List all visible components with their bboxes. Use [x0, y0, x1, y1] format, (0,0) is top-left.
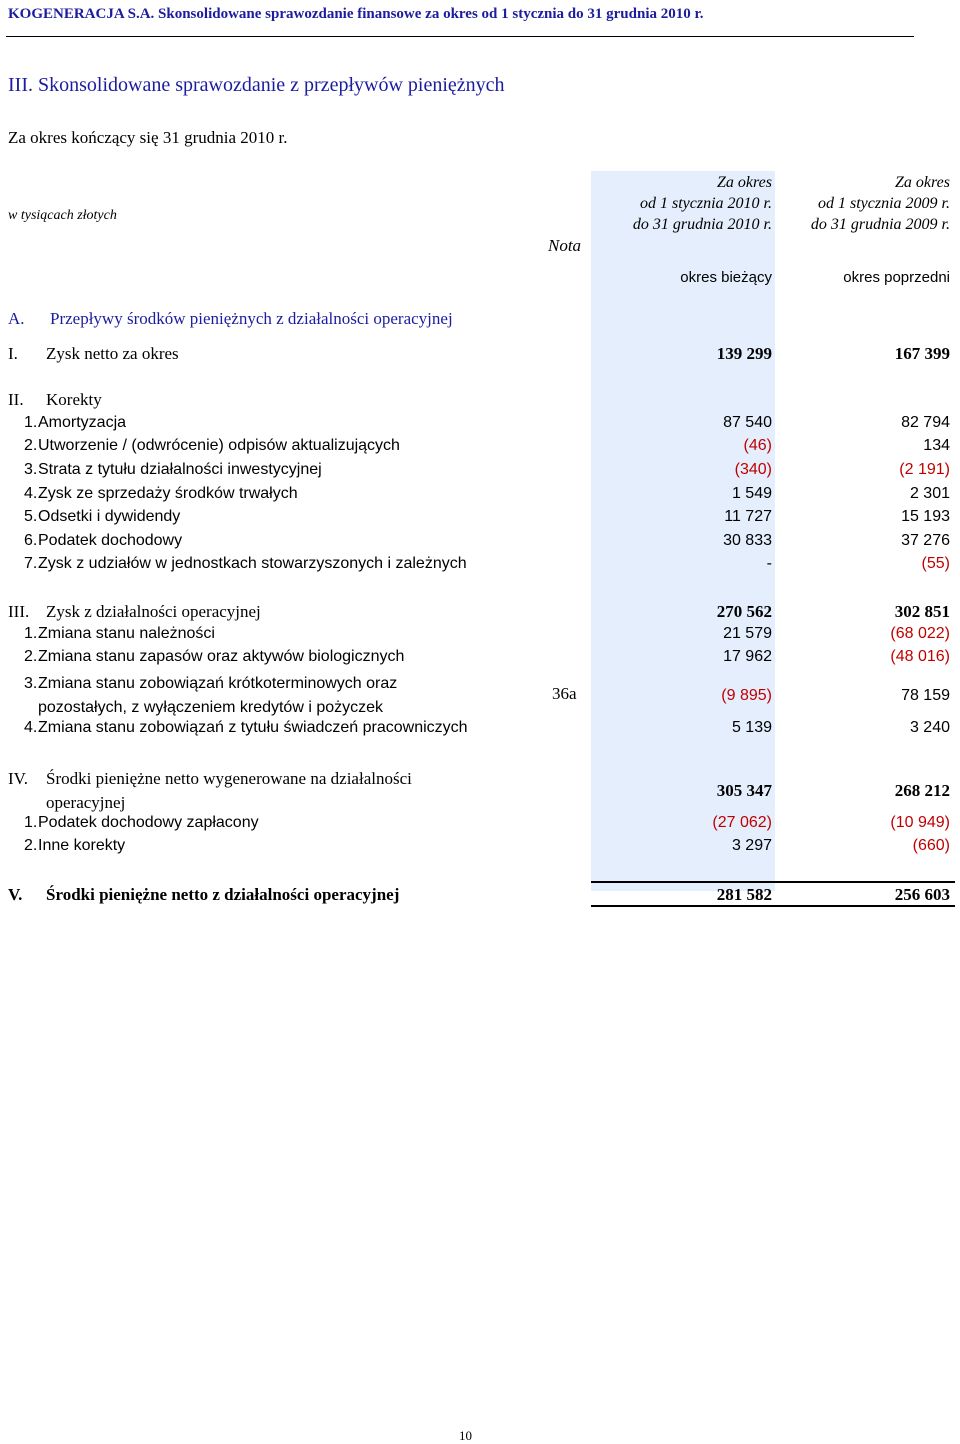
previous-value: 2 301: [909, 485, 950, 502]
previous-value: 82 794: [901, 414, 950, 431]
previous-period-label: okres poprzedni: [843, 269, 950, 286]
current-value: (46): [743, 437, 772, 454]
previous-value: 302 851: [894, 602, 950, 621]
row-number: 4.: [24, 719, 38, 736]
previous-period-header: [776, 172, 950, 235]
current-value: 87 540: [723, 414, 772, 431]
row-number: V.: [8, 885, 23, 904]
row-label-line1: Zmiana stanu zobowiązań krótkoterminowych oraz: [38, 675, 398, 692]
current-period-line1: Za okres: [717, 174, 772, 191]
table-row: [0, 648, 960, 672]
table-row: [0, 344, 960, 368]
header-subtitle: Skonsolidowane sprawozdanie finansowe za okres od 1 stycznia do 31 grudnia 2010 r.: [158, 6, 704, 22]
row-label-line1: Środki pieniężne netto wygenerowane na działalności: [46, 769, 412, 788]
row-label: Podatek dochodowy zapłacony: [38, 814, 259, 831]
section-a-label: Przepływy środków pieniężnych z działalności operacyjnej: [50, 309, 453, 328]
row-number: 1.: [24, 414, 38, 431]
row-number: 5.: [24, 508, 38, 525]
current-value: 11 727: [724, 508, 772, 525]
table-row: [0, 602, 960, 626]
previous-value: (660): [912, 837, 950, 854]
current-value: (340): [734, 461, 772, 478]
previous-value: (10 949): [890, 814, 950, 831]
row-label: Zysk netto za okres: [46, 344, 179, 363]
statement-title: III. Skonsolidowane sprawozdanie z przepływów pieniężnych: [8, 74, 505, 96]
table-row: [0, 437, 960, 461]
previous-value: 256 603: [894, 885, 950, 904]
previous-value: 37 276: [901, 532, 950, 549]
page-number: 10: [459, 1428, 472, 1443]
table-row: [0, 767, 960, 815]
table-row: [0, 814, 960, 838]
current-value: 270 562: [716, 602, 772, 621]
period-title: Za okres kończący się 31 grudnia 2010 r.: [8, 128, 288, 147]
row-number: III.: [8, 602, 30, 621]
previous-value: 15 193: [901, 508, 950, 525]
previous-period-line1: Za okres: [895, 174, 950, 191]
row-label: Korekty: [46, 390, 102, 409]
unit-label: w tysiącach złotych: [8, 208, 117, 223]
row-number: I.: [8, 344, 18, 363]
section-a-number: A.: [8, 309, 25, 328]
previous-value: (48 016): [890, 648, 950, 665]
table-row: [0, 485, 960, 509]
page-header: [8, 6, 704, 23]
row-label: Podatek dochodowy: [38, 532, 183, 549]
row-label: Środki pieniężne netto z działalności operacyjnej: [46, 885, 400, 904]
row-label: Zmiana stanu należności: [38, 625, 215, 642]
row-number: 2.: [24, 437, 38, 454]
row-label-line2: operacyjnej: [46, 793, 126, 812]
current-value: -: [766, 555, 772, 572]
table-row: [0, 414, 960, 438]
company-name: KOGENERACJA S.A.: [8, 6, 155, 22]
row-number: II.: [8, 390, 24, 409]
current-period-line3: do 31 grudnia 2010 r.: [632, 216, 772, 233]
row-label: Zysk z działalności operacyjnej: [46, 602, 261, 621]
row-number: 7.: [24, 555, 38, 572]
table-row: [0, 885, 960, 909]
current-value: 305 347: [716, 781, 772, 800]
row-number: 2.: [24, 837, 38, 854]
table-row: [0, 837, 960, 861]
table-row: [0, 625, 960, 649]
current-value: 1 549: [731, 485, 772, 502]
current-value: 3 297: [731, 837, 772, 854]
table-row: [0, 508, 960, 532]
header-rule: [6, 36, 914, 37]
previous-value: 3 240: [909, 719, 950, 736]
section-a-heading: [8, 309, 453, 329]
current-period-header: [591, 172, 772, 235]
table-row: [0, 555, 960, 579]
row-number: 1.: [24, 625, 38, 642]
row-number: 4.: [24, 485, 38, 502]
previous-value: 134: [923, 437, 950, 454]
row-number: 6.: [24, 532, 38, 549]
row-label: Zmiana stanu zobowiązań z tytułu świadczeń pracowniczych: [38, 719, 468, 736]
row-label: Odsetki i dywidendy: [38, 508, 181, 525]
nota-header: Nota: [548, 236, 582, 255]
row-number: 3.: [24, 675, 38, 692]
row-label: Zmiana stanu zapasów oraz aktywów biologicznych: [38, 648, 405, 665]
current-value: 30 833: [723, 532, 772, 549]
current-value: 5 139: [731, 719, 772, 736]
row-label: Zysk z udziałów w jednostkach stowarzyszonych i zależnych: [38, 555, 467, 572]
row-number: 1.: [24, 814, 38, 831]
current-value: 21 579: [723, 625, 772, 642]
table-row: [0, 461, 960, 485]
previous-value: (68 022): [890, 625, 950, 642]
previous-value: (2 191): [899, 461, 950, 478]
current-value: 17 962: [723, 648, 772, 665]
current-value: (9 895): [721, 687, 772, 704]
row-label: Inne korekty: [38, 837, 126, 854]
total-double-rule-top: [591, 881, 955, 883]
row-label: Amortyzacja: [38, 414, 127, 431]
previous-period-line2: od 1 stycznia 2009 r.: [818, 195, 950, 212]
current-value: 281 582: [716, 885, 772, 904]
current-period-line2: od 1 stycznia 2010 r.: [640, 195, 772, 212]
previous-value: 268 212: [894, 781, 950, 800]
previous-value: 78 159: [901, 687, 950, 704]
row-label: Zysk ze sprzedaży środków trwałych: [38, 485, 298, 502]
table-row: [0, 390, 960, 414]
row-number: 3.: [24, 461, 38, 478]
previous-period-line3: do 31 grudnia 2009 r.: [810, 216, 950, 233]
row-label: Utworzenie / (odwrócenie) odpisów aktualizujących: [38, 437, 400, 454]
previous-value: (55): [921, 555, 950, 572]
table-row: [0, 672, 960, 720]
table-row: [0, 719, 960, 743]
nota-reference: 36a: [552, 684, 577, 703]
row-label-line2: pozostałych, z wyłączeniem kredytów i pożyczek: [38, 699, 384, 716]
current-value: (27 062): [712, 814, 772, 831]
row-number: IV.: [8, 769, 28, 788]
row-number: 2.: [24, 648, 38, 665]
current-period-label: okres bieżący: [680, 269, 772, 286]
row-label: Strata z tytułu działalności inwestycyjnej: [38, 461, 322, 478]
previous-value: 167 399: [894, 344, 950, 363]
current-value: 139 299: [716, 344, 772, 363]
table-row: [0, 532, 960, 556]
